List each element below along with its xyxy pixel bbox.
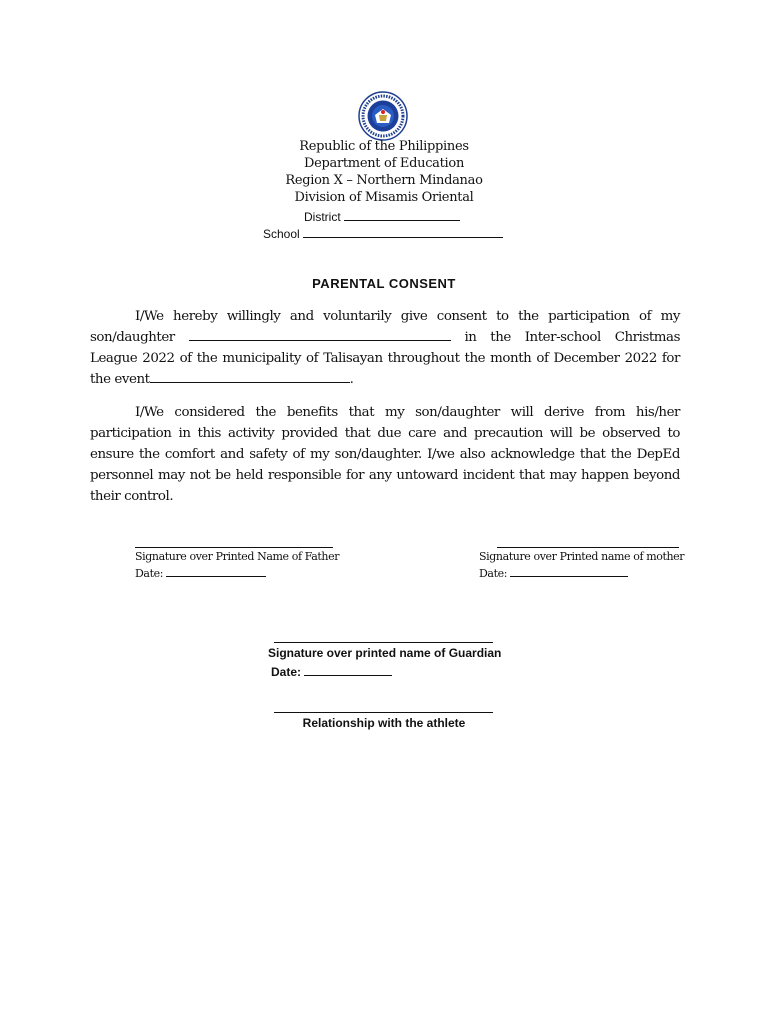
header-division: Division of Misamis Oriental bbox=[294, 190, 474, 205]
mother-date-label: Date: bbox=[479, 567, 508, 580]
guardian-signature-label: Signature over printed name of Guardian bbox=[268, 646, 502, 660]
consent-paragraph bbox=[90, 306, 680, 390]
header-republic: Republic of the Philippines bbox=[299, 139, 469, 154]
relationship-line[interactable] bbox=[274, 712, 493, 713]
paragraph2-text: I/We considered the benefits that my son/daughter will derive from his/her participation in this activity provided that due care and precaution will be observed to ensure the comfort and safety of my son/daughter. I/we also acknowledge that the DepEd personnel may not be held responsible for any untoward incident that may happen beyond their control. bbox=[90, 405, 680, 504]
mother-signature-label: Signature over Printed name of mother bbox=[479, 550, 685, 563]
father-signature-label: Signature over Printed Name of Father bbox=[135, 550, 340, 563]
acknowledgement-paragraph bbox=[90, 402, 680, 507]
district-label: District bbox=[304, 210, 341, 224]
event-blank[interactable] bbox=[150, 369, 350, 383]
guardian-date-blank[interactable] bbox=[304, 665, 392, 676]
document-title: PARENTAL CONSENT bbox=[312, 276, 456, 291]
father-date-blank[interactable] bbox=[166, 567, 266, 577]
school-blank[interactable] bbox=[303, 224, 503, 238]
paragraph1-part2: in the Inter-school Christmas League 2022 of the municipality of Talisayan throughout the month of December 2022 for the event bbox=[90, 330, 680, 387]
child-name-blank[interactable] bbox=[189, 327, 451, 341]
relationship-label: Relationship with the athlete bbox=[302, 716, 466, 730]
father-date-field bbox=[135, 567, 266, 580]
header-region: Region X – Northern Mindanao bbox=[285, 173, 483, 188]
mother-signature-line[interactable] bbox=[497, 547, 679, 548]
father-date-label: Date: bbox=[135, 567, 164, 580]
guardian-signature-line[interactable] bbox=[274, 642, 493, 643]
school-label: School bbox=[263, 227, 300, 241]
father-signature-line[interactable] bbox=[135, 547, 333, 548]
mother-date-blank[interactable] bbox=[510, 567, 628, 577]
deped-seal-icon bbox=[358, 91, 408, 141]
guardian-date-label: Date: bbox=[271, 665, 302, 679]
paragraph1-part3: . bbox=[349, 372, 354, 387]
district-blank[interactable] bbox=[344, 207, 460, 221]
mother-date-field bbox=[479, 567, 628, 580]
header-department: Department of Education bbox=[303, 156, 465, 171]
district-field bbox=[304, 207, 460, 224]
paragraph1-part1: I/We hereby willingly and voluntarily give consent to the participation of my son/daughter bbox=[90, 309, 680, 345]
guardian-date-field bbox=[271, 665, 392, 679]
school-field bbox=[263, 224, 503, 241]
